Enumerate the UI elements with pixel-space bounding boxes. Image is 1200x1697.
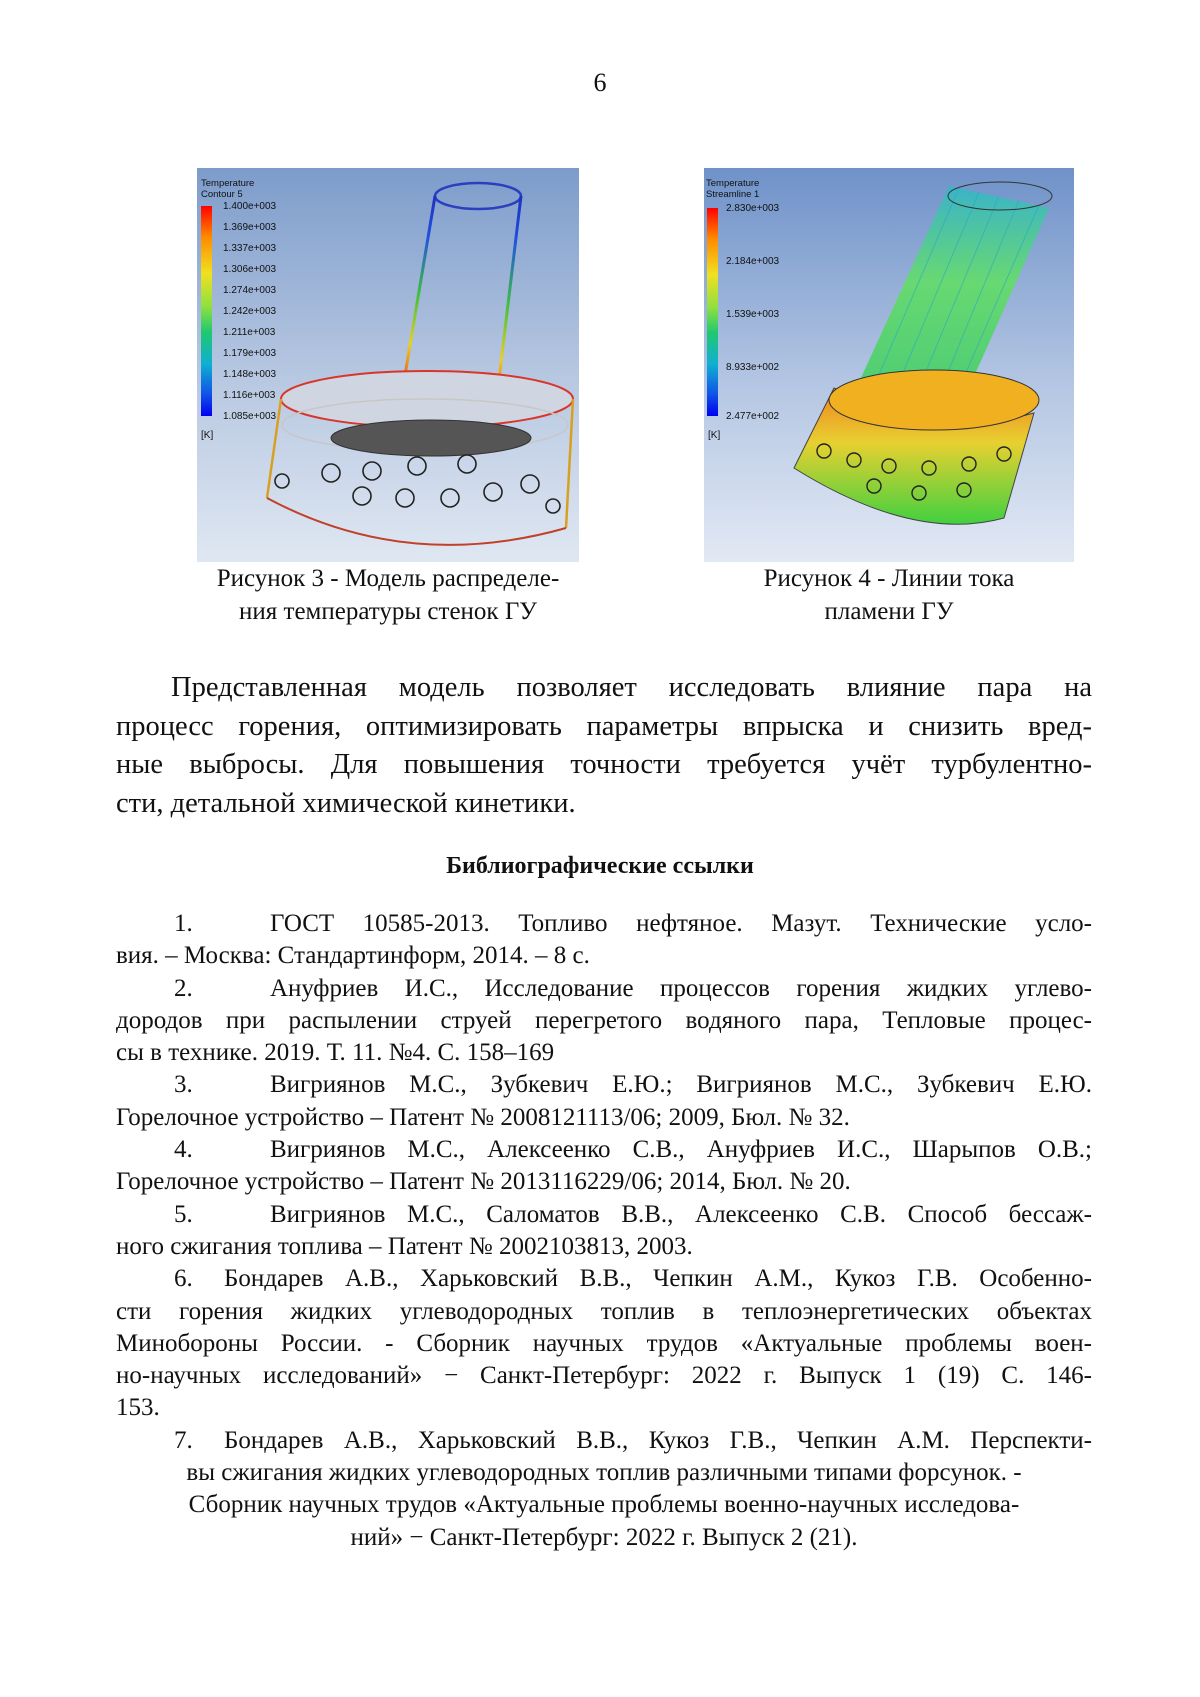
legend-label: 1.369e+003 [223,222,277,233]
reference-line: ний» − Санкт-Петербург: 2022 г. Выпуск 2 (21). [350,1523,858,1551]
legend-label: 1.337e+003 [223,243,277,254]
reference-line: но-научных исследований» − Санкт-Петербург: 2022 г. Выпуск 1 (19) С. 146- [116,1362,1092,1390]
figure-4-caption: Рисунок 4 - Линии тока пламени ГУ [763,565,1015,625]
legend-label: 1.179e+003 [223,348,277,359]
reference-number: 5. [174,1200,193,1228]
legend-label: 1.211e+003 [223,327,276,338]
paragraph-line: процесс горения, оптимизировать параметры впрыска и снизить вред- [116,710,1092,742]
references-heading: Библиографические ссылки [446,853,754,879]
body-paragraph [116,669,1092,823]
legend-title: Temperature Contour 5 [201,178,255,200]
reference-line: сы в технике. 2019. Т. 11. №4. С. 158–169 [116,1039,555,1067]
legend-label: 1.242e+003 [223,306,277,317]
reference-line: 6. Бондарев А.В., Харьковский В.В., Чепкин А.М., Кукоз Г.В. Особенно- [116,1263,1092,1295]
reference-line: 1. ГОСТ 10585-2013. Топливо нефтяное. Мазут. Технические усло- [116,908,1092,940]
reference-number: 4. [174,1136,193,1164]
reference-line: вия. – Москва: Стандартинформ, 2014. – 8 с. [116,942,590,970]
reference-number: 7. [174,1426,193,1454]
reference-number: 1. [174,910,193,937]
legend-label: 1.274e+003 [223,285,277,296]
legend-label: 1.116e+003 [223,390,276,401]
legend-title: Temperature Streamline 1 [706,178,760,200]
legend-label: 1.085e+003 [223,411,277,422]
reference-line: вы сжигания жидких углеводородных топлив различными типами форсунок. - [186,1459,1022,1487]
reference-line: ного сжигания топлива – Патент № 2002103813, 2003. [116,1232,693,1260]
reference-line: 7. Бондарев А.В., Харьковский В.В., Кукоз Г.В., Чепкин А.М. Перспекти- [116,1425,1092,1457]
figure-4-flame-streamlines [704,168,1074,562]
legend-label: 1.148e+003 [223,369,277,380]
reference-number: 2. [174,974,193,1002]
reference-line: дородов при распылении струей перегретого водяного пара, Тепловые процес- [116,1006,1092,1034]
legend-label: 2.830e+003 [726,203,780,214]
figure-3-caption: Рисунок 3 - Модель распределе- ния температуры стенок ГУ [216,565,560,625]
legend-label: 2.477e+002 [726,411,780,422]
legend-label: 8.933e+002 [726,362,780,373]
legend-label: 1.306e+003 [223,264,277,275]
legend-label: 2.184e+003 [726,256,780,267]
paragraph-line: сти, детальной химической кинетики. [116,787,576,819]
color-scale-bar [201,206,212,416]
reference-line: Минобороны России. - Сборник научных трудов «Актуальные проблемы воен- [116,1329,1092,1357]
reference-line: 5. Вигриянов М.С., Саломатов В.В., Алексеенко С.В. Способ бессаж- [116,1199,1092,1231]
color-scale-bar [707,208,718,416]
paragraph-line: Представленная модель позволяет исследовать влияние пара на [171,672,1092,703]
legend-label: 1.539e+003 [726,309,780,320]
paragraph-line: ные выбросы. Для повышения точности требуется учёт турбулентно- [116,749,1092,780]
reference-line: 153. [116,1394,160,1422]
reference-list [116,908,1092,1554]
legend-unit: [K] [708,430,721,441]
reference-line: Сборник научных трудов «Актуальные проблемы военно-научных исследова- [188,1491,1020,1519]
reference-line: сти горения жидких углеводородных топлив в теплоэнергетических объектах [116,1297,1092,1325]
reference-line: Горелочное устройство – Патент № 2008121113/06; 2009, Бюл. № 32. [116,1103,850,1131]
legend-label: 1.400e+003 [223,201,277,212]
figure-3-wall-temperature-model [197,168,579,562]
reference-number: 3. [174,1071,193,1099]
reference-line: 2. Ануфриев И.С., Исследование процессов горения жидких углево- [116,973,1092,1005]
legend-unit: [K] [201,430,214,441]
reference-line: Горелочное устройство – Патент № 2013116229/06; 2014, Бюл. № 20. [116,1168,851,1196]
reference-number: 6. [174,1265,193,1293]
reference-line: 4. Вигриянов М.С., Алексеенко С.В., Ануфриев И.С., Шарыпов О.В.; [116,1134,1092,1166]
page-number: 6 [593,68,607,97]
reference-line: 3. Вигриянов М.С., Зубкевич Е.Ю.; Вигриянов М.С., Зубкевич Е.Ю. [116,1069,1092,1101]
